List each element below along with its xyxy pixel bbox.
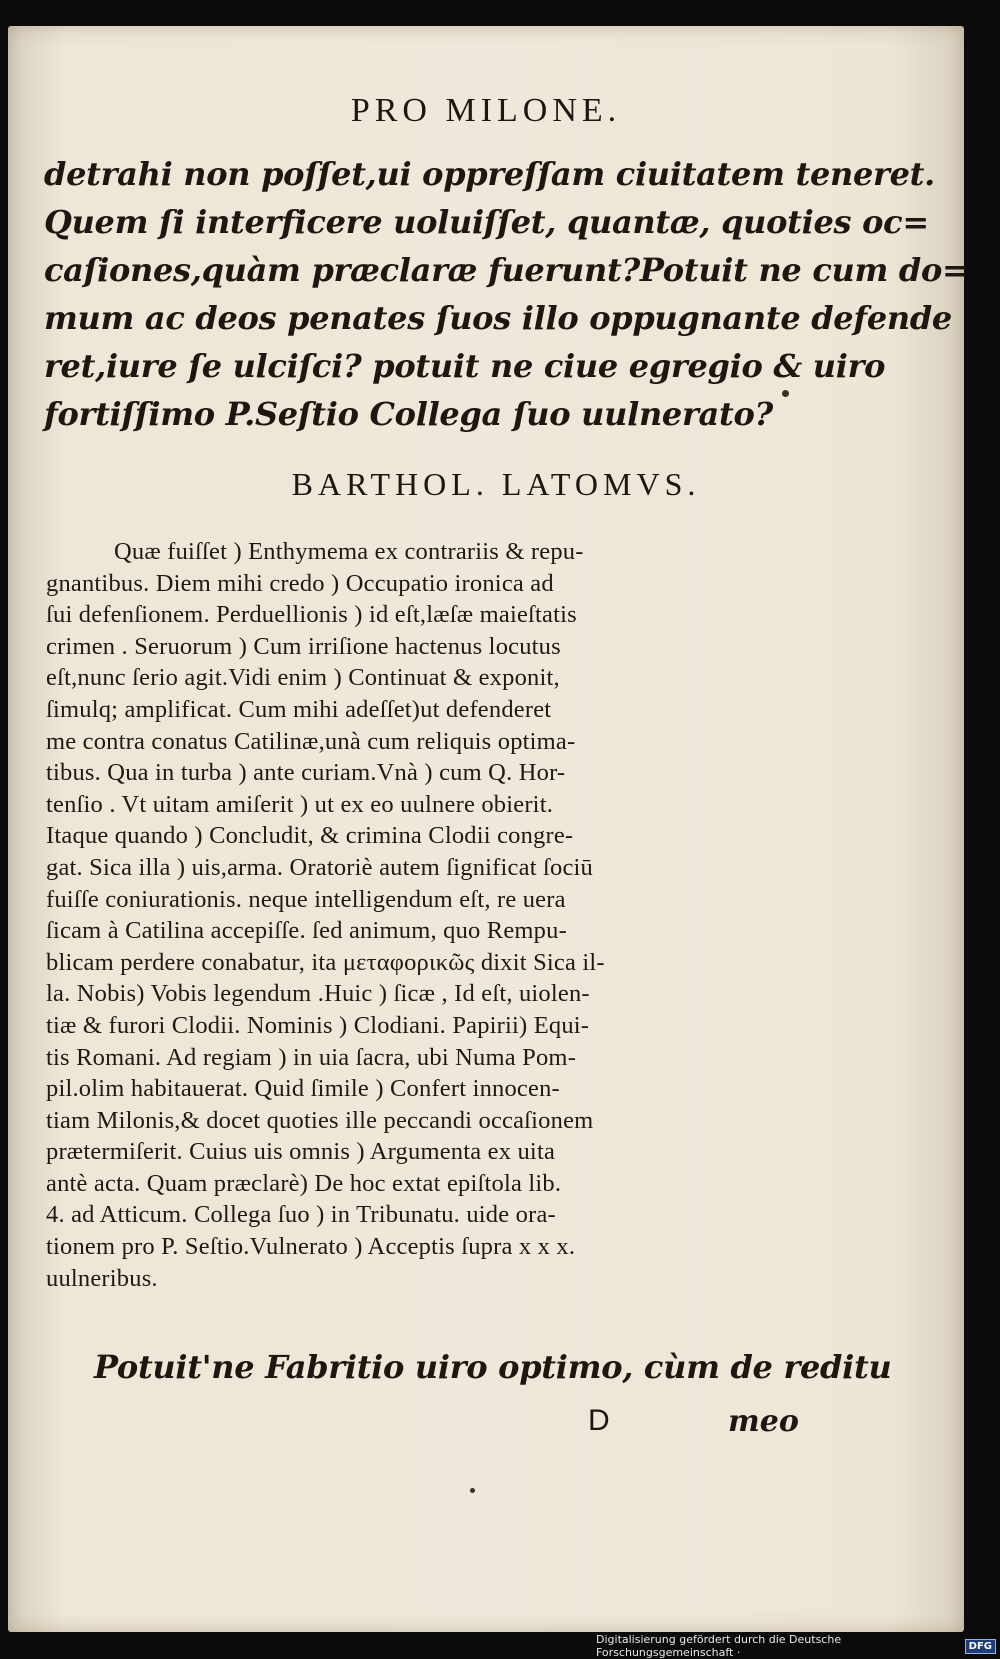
verse-line: fortiſſimo P.Seſtio Collega ſuo uulnerato?	[44, 395, 773, 433]
commentary-line: blicam perdere conabatur, ita μεταφορικῶς dixit Sica il-	[46, 948, 605, 976]
section-title: BARTHOL. LATOMVS.	[291, 466, 701, 502]
verse-text-top	[44, 150, 969, 438]
commentary-line: antè acta. Quam præclarè) De hoc extat epiſtola lib.	[46, 1169, 562, 1197]
commentary-line: tis Romani. Ad regiam ) in uia ſacra, ubi Numa Pom-	[46, 1043, 577, 1071]
commentary-line: ſicam à Catilina accepiſſe. ſed animum, quo Rempu-	[46, 917, 567, 945]
verse-line: detrahi non poſſet,ui oppreſſam ciuitatem teneret.	[44, 155, 935, 193]
dfg-logo: DFG	[965, 1639, 996, 1654]
commentary-block	[46, 536, 798, 1294]
commentary-line: Quæ fuiſſet ) Enthymema ex contrariis & repu-	[114, 538, 584, 565]
verse-line: ret,iure ſe ulciſci? potuit ne ciue egregio & uiro	[44, 347, 886, 385]
commentary-line: crimen . Seruorum ) Cum irriſione hactenus locutus	[46, 632, 561, 660]
commentary-line: uulneribus.	[46, 1264, 158, 1292]
commentary-line: ſimulq; amplificat. Cum mihi adeſſet)ut defenderet	[46, 695, 552, 723]
verse-text-bottom: Potuit'ne Fabritio uiro optimo, cùm de reditu	[94, 1348, 892, 1386]
commentary-line: tionem pro P. Seſtio.Vulnerato ) Acceptis ſupra x x x.	[46, 1233, 576, 1261]
commentary-line: Itaque quando ) Concludit, & crimina Clodii congre-	[46, 822, 574, 850]
commentary-line: tibus. Qua in turba ) ante curiam.Vnà ) cum Q. Hor-	[46, 759, 566, 787]
commentary-line: me contra conatus Catilinæ,unà cum reliquis optima-	[46, 727, 576, 755]
commentary-line: ſui defenſionem. Perduellionis ) id eſt,læſæ maieſtatis	[46, 601, 577, 629]
ink-dot	[470, 1488, 475, 1493]
commentary-line: tiæ & furori Clodii. Nominis ) Clodiani. Papirii) Equi-	[46, 1011, 590, 1039]
commentary-line: la. Nobis) Vobis legendum .Huic ) ſicæ , Id eſt, uiolen-	[46, 980, 590, 1008]
commentary-line: tiam Milonis,& docet quoties ille peccandi occaſionem	[46, 1106, 594, 1134]
catchword: meo	[728, 1404, 799, 1439]
commentary-line: tenſio . Vt uitam amiſerit ) ut ex eo uulnere obierit.	[46, 790, 554, 818]
commentary-line: gnantibus. Diem mihi credo ) Occupatio ironica ad	[46, 569, 554, 597]
ink-dot	[782, 390, 789, 397]
running-header: PRO MILONE.	[350, 92, 622, 129]
commentary-line: eſt,nunc ſerio agit.Vidi enim ) Continuat & exponit,	[46, 664, 560, 692]
commentary-line: gat. Sica illa ) uis,arma. Oratoriè autem ſignificat ſociū	[46, 853, 594, 881]
verse-line: Quem ſi interficere uoluiſſet, quantæ, quoties oc=	[44, 203, 929, 241]
verse-line: mum ac deos penates ſuos illo oppugnante defende	[44, 299, 952, 337]
commentary-line: 4. ad Atticum. Collega ſuo ) in Tribunatu. uide ora-	[46, 1201, 556, 1229]
commentary-line: fuiſſe coniurationis. neque intelligendum eſt, re uera	[46, 885, 566, 913]
verse-line: caſiones,quàm præclaræ fuerunt?Potuit ne cum do=	[44, 251, 969, 289]
digitization-footer	[596, 1635, 1000, 1657]
commentary-line: prætermiſerit. Cuius uis omnis ) Argumenta ex uita	[46, 1138, 556, 1166]
signature-mark: D	[588, 1404, 610, 1437]
commentary-line: pil.olim habitauerat. Quid ſimile ) Confert innocen-	[46, 1075, 560, 1103]
book-page	[8, 26, 969, 1632]
funding-note: Digitalisierung gefördert durch die Deutsche Forschungsgemeinschaft ·	[596, 1633, 842, 1659]
